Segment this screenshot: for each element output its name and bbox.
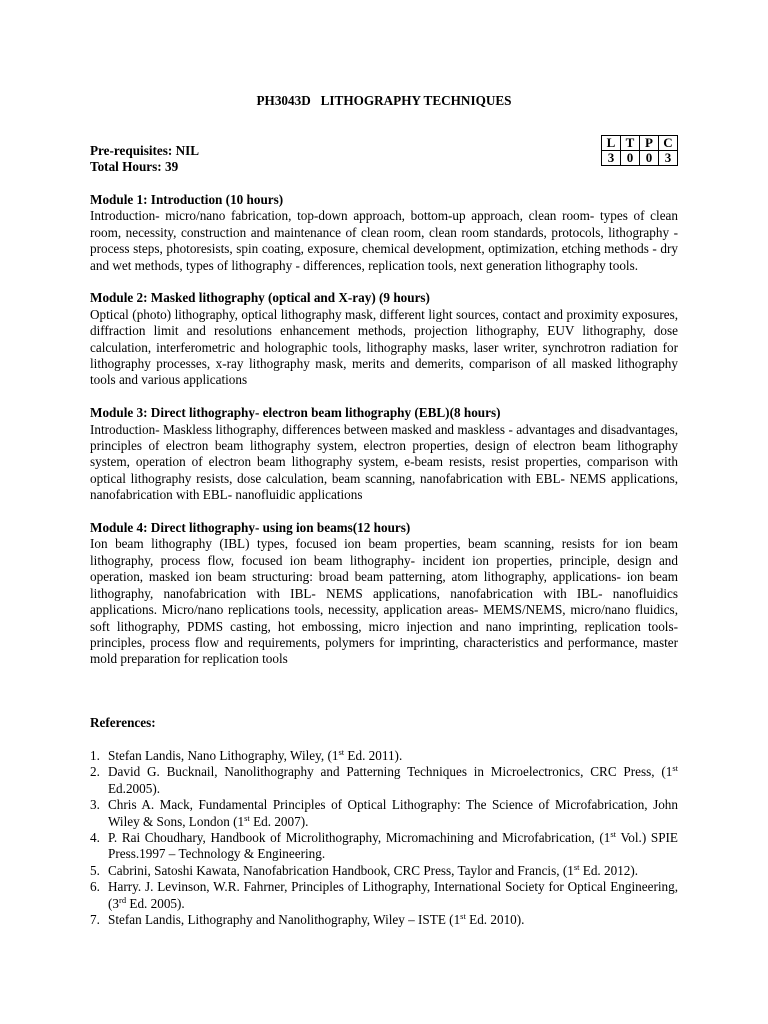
ltpc-header-c: C xyxy=(659,136,678,151)
reference-item xyxy=(90,863,678,879)
ltpc-header-l: L xyxy=(602,136,621,151)
reference-text: Cabrini, Satoshi Kawata, Nanofabrication Handbook, CRC Press, Taylor and Francis, (1 xyxy=(108,862,574,878)
prerequisites-text: Pre-requisites: NIL xyxy=(90,143,200,158)
reference-item xyxy=(90,830,678,863)
ltpc-value-l: 3 xyxy=(602,151,621,166)
reference-text: Stefan Landis, Nano Lithography, Wiley, (1 xyxy=(108,748,339,763)
module-2 xyxy=(90,290,678,388)
reference-text-end: Ed. 2012). xyxy=(579,862,639,878)
reference-ordinal: st xyxy=(244,812,250,823)
reference-ordinal: st xyxy=(672,763,678,774)
module-heading: Module 4: Direct lithography- using ion beams(12 hours) xyxy=(90,520,411,536)
references-list xyxy=(90,748,678,928)
reference-ordinal: st xyxy=(573,861,580,872)
reference-text-end: Ed. 2010). xyxy=(465,912,525,928)
module-body: Introduction- micro/nano fabrication, top-down approach, bottom-up approach, clean room- types of clean room, necessity, construction and maintenance of clean room, clean room standards, protocols, lithography - process steps, photoresists, spin coating, exposure, chemical development, optimization, etching methods - dry and wet methods, types of lithography - differences, replication tools, next generation lithography tools. xyxy=(90,208,678,273)
reference-number: 7. xyxy=(90,912,100,928)
reference-item xyxy=(90,797,678,830)
reference-number: 1. xyxy=(90,748,100,763)
reference-number: 3. xyxy=(90,797,100,813)
prerequisites-block xyxy=(90,143,199,176)
page-title: PH3043D LITHOGRAPHY TECHNIQUES xyxy=(256,93,512,108)
module-heading: Module 1: Introduction (10 hours) xyxy=(90,192,284,207)
reference-number: 4. xyxy=(90,830,100,846)
ltpc-value-t: 0 xyxy=(621,151,640,166)
reference-text-end: Ed. 2011). xyxy=(344,748,403,763)
reference-text: Stefan Landis, Lithography and Nanolithography, Wiley – ISTE (1 xyxy=(108,912,461,928)
module-3 xyxy=(90,405,678,503)
reference-ordinal: st xyxy=(610,829,617,840)
reference-item xyxy=(90,879,678,912)
reference-item xyxy=(90,764,678,797)
reference-number: 2. xyxy=(90,764,100,780)
reference-number: 6. xyxy=(90,879,100,895)
module-4 xyxy=(90,520,678,668)
module-heading: Module 3: Direct lithography- electron beam lithography (EBL)(8 hours) xyxy=(90,405,501,421)
reference-ordinal: st xyxy=(460,911,466,922)
reference-text: Chris A. Mack, Fundamental Principles of Optical Lithography: The Science of Microfabrication, John Wiley & Sons, London (1 xyxy=(108,797,678,829)
reference-ordinal: st xyxy=(338,747,345,757)
modules-section xyxy=(90,192,678,684)
module-body: Ion beam lithography (IBL) types, focused ion beam properties, beam scanning, resists for ion beam lithography, process flow, focused ion beam lithography- incident ion properties, principle, design and operation, masked ion beam structuring: broad beam patterning, atom lithography, applications- ion beam lithography, nanofabrication with IBL- NEMS applications, nanofabrication with IBL- nanofluidics applications. Micro/nano replications tools, necessity, application areas- MEMS/NEMS, micro/nano fluidics, soft lithography, PDMS casting, hot embossing, micro injection and nano imprinting, replication tools- principles, process flow and requirements, polymers for imprinting, characteristics and performance, master mold preparation for replication tools xyxy=(90,536,678,667)
module-body: Introduction- Maskless lithography, differences between masked and maskless - advantages and disadvantages, principles of electron beam lithography system, electron properties, design of electron beam lithography system, operation of electron beam lithography system, e-beam resists, resist properties, comparison with optical lithography resists, dose calculation, beam scanning, nanofabrication with EBL- NEMS applications, nanofabrication with EBL- nanofluidic applications xyxy=(90,421,678,503)
ltpc-value-p: 0 xyxy=(640,151,659,166)
reference-text: Harry. J. Levinson, W.R. Fahrner, Principles of Lithography, International Society for Optical Engineering, (3 xyxy=(108,879,678,911)
reference-item xyxy=(90,912,678,928)
reference-item xyxy=(90,748,678,764)
total-hours-text: Total Hours: 39 xyxy=(90,159,179,175)
ltpc-table xyxy=(601,135,678,166)
ltpc-header-t: T xyxy=(621,136,640,151)
ltpc-header-row xyxy=(602,136,678,151)
reference-text-end: Vol.) SPIE Press.1997 – Technology & Engineering. xyxy=(108,830,678,862)
ltpc-header-p: P xyxy=(640,136,659,151)
reference-ordinal: rd xyxy=(119,894,127,905)
reference-text: P. Rai Choudhary, Handbook of Microlithography, Micromachining and Microfabrication, (1 xyxy=(108,830,611,846)
reference-text-end: Ed.2005). xyxy=(108,780,161,796)
reference-text-end: Ed. 2007). xyxy=(249,813,309,829)
module-body: Optical (photo) lithography, optical lithography mask, different light sources, contact and proximity exposures, diffraction limit and resolutions enhancement methods, projection lithography, EUV lithography, dose calculation, interferometric and holographic tools, lithography masks, laser writer, synchrotron radiation for lithography processes, x-ray lithography mask, merits and demerits, comparison of all masked lithography tools and various applications xyxy=(90,306,678,388)
ltpc-value-c: 3 xyxy=(659,151,678,166)
module-1 xyxy=(90,192,678,274)
reference-number: 5. xyxy=(90,862,100,878)
references-heading: References: xyxy=(90,715,156,730)
reference-text: David G. Bucknail, Nanolithography and Patterning Techniques in Microelectronics, CRC Press, (1 xyxy=(108,764,673,780)
ltpc-value-row xyxy=(602,151,678,166)
module-heading: Module 2: Masked lithography (optical and X-ray) (9 hours) xyxy=(90,290,430,306)
reference-text-end: Ed. 2005). xyxy=(126,895,185,911)
